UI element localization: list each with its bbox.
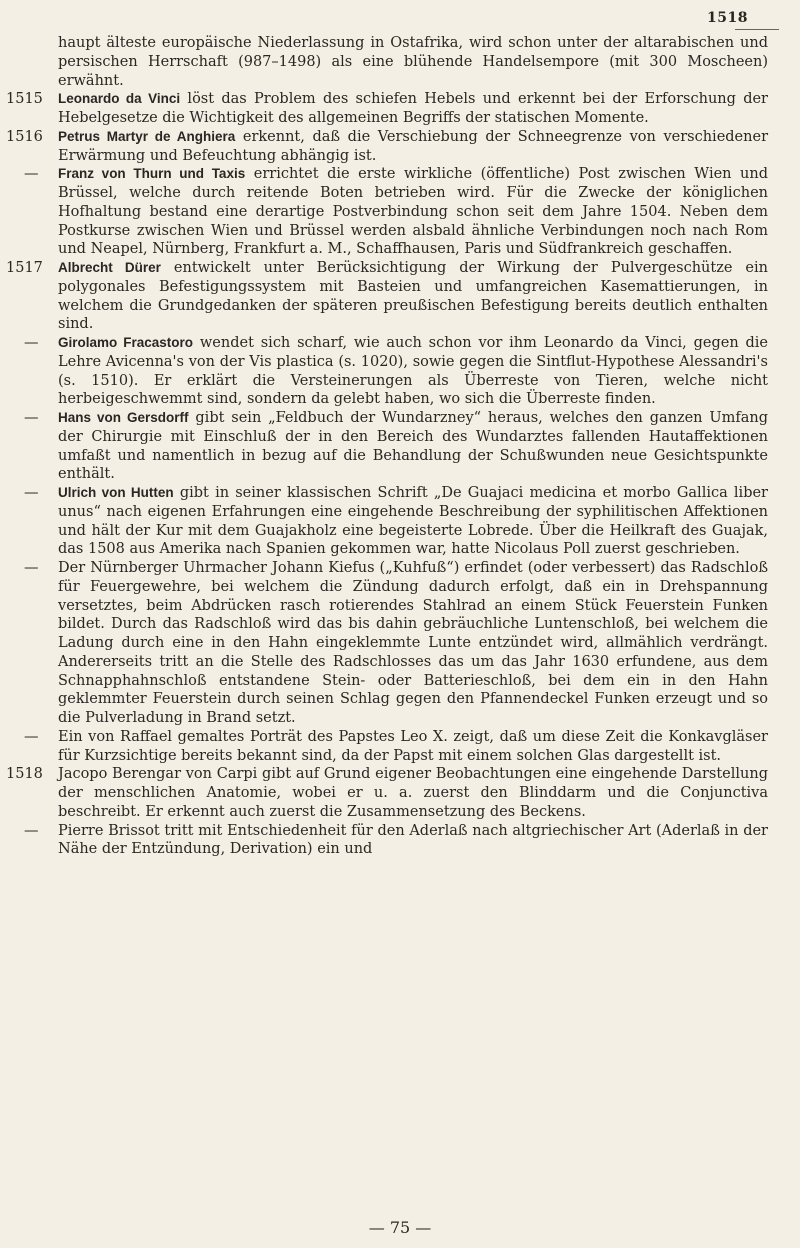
entry-body: gibt sein „Feldbuch der Wundarzney“ heraus, welches den ganzen Umfang der Chirurgie mit Einschluß der in den Bereich des Wundarztes fallenden Hautaffektionen umfaßt und namentlich in bezug auf die Behandlung der Schußwunden neue Gesichtspunkte enthält. (58, 410, 768, 483)
entry-continuation-dash: — (24, 166, 39, 183)
chronology-entry (0, 334, 800, 409)
chronology-entry (0, 259, 800, 334)
chronology-entry (0, 559, 800, 728)
person-name: Girolamo Fracastoro (58, 335, 194, 350)
chronology-entry (0, 90, 800, 128)
entry-body: Jacopo Berengar von Carpi gibt auf Grund eigener Beobachtungen eine eingehende Darstellung der menschlichen Anatomie, wobei er u. a. zuerst den Blinddarm und die Conjunctiva beschreibt. Er erkennt auch zuerst die Zusammensetzung des Beckens. (58, 766, 768, 820)
entry-text (58, 128, 768, 166)
person-name: Petrus Martyr de Anghiera (58, 128, 236, 144)
running-head-year: 1518 (707, 10, 748, 26)
entry-body: haupt älteste europäische Niederlassung in Ostafrika, wird schon unter der altarabischen und persischen Herrschaft (987–1498) als eine blühende Handelsempore (mit 300 Moscheen) erwähnt. (58, 35, 768, 89)
entry-text (58, 34, 768, 90)
person-name: Leonardo da Vinci (58, 91, 181, 107)
entry-text (58, 259, 768, 334)
entry-continuation-dash: — (24, 410, 39, 426)
entry-continuation-dash: — (24, 485, 39, 501)
chronology-entry (0, 34, 800, 90)
chronology-entry (0, 128, 800, 166)
page-number: — 75 — (368, 1218, 432, 1237)
entry-continuation-dash: — (24, 335, 39, 351)
entry-body: gibt in seiner klassischen Schrift „De Guajaci medicina et morbo Gallica liber unus“ nach eigenen Erfahrungen eine eingehende Beschreibung der syphilitischen Affektionen und hält der Kur mit dem Guajakholz eine begeisterte Lobrede. Über die Heilkraft des Guajak, das 1508 aus Amerika nach Spanien gekommen war, hatte Nicolaus Poll zuerst geschrieben. (58, 485, 768, 558)
header-rule (735, 29, 779, 30)
entry-text (58, 559, 768, 728)
entry-text (58, 90, 768, 128)
entry-body: erkennt, daß die Verschiebung der Schneegrenze von verschiedener Erwärmung und Befeuchtung abhängig ist. (58, 128, 768, 164)
chronology-entry (0, 484, 800, 559)
entry-text (58, 165, 768, 259)
entry-body: errichtet die erste wirkliche (öffentliche) Post zwischen Wien und Brüssel, welche durch reitende Boten betrieben wird. Für die Zwecke der königlichen Hofhaltung bestand eine derartige Postverbindung schon seit dem Jahre 1504. Neben dem Postkurse zwischen Wien und Brüssel werden alsbald ähnliche Verbindungen noch nach Rom und Neapel, Nürnberg, Frankfurt a. M., Schaffhausen, Paris und Südfrankreich geschaffen. (58, 166, 768, 258)
person-name: Franz von Thurn und Taxis (58, 166, 246, 182)
entry-text (58, 822, 768, 860)
chronology-entry (0, 728, 800, 766)
person-name: Hans von Gersdorff (58, 410, 189, 425)
person-name: Albrecht Dürer (58, 260, 161, 275)
entry-body: Der Nürnberger Uhrmacher Johann Kiefus („Kuhfuß“) erfindet (oder verbessert) das Radschloß für Feuergewehre, bei welchem die Zündung dadurch erfolgt, daß ein in Drehspannung versetztes, beim Abdrücken rasch rotierendes Stahlrad an einem Stück Feuerstein Funken bildet. Durch das Radschloß wird das bis dahin gebräuchliche Luntenschloß, bei welchem die Ladung durch eine in den Hahn eingeklemmte Lunte entzündet wird, allmählich verdrängt. Andererseits tritt an die Stelle des Radschlosses das um das Jahr 1630 erfundene, aus dem Schnapphahnschloß entstandene Stein- oder Batterieschloß, bei dem ein in den Hahn geklemmter Feuerstein durch seinen Schlag gegen den Pfannendeckel Funken erzeugt und so die Pulverladung in Brand setzt. (58, 560, 768, 726)
entry-text (58, 409, 768, 484)
chronology-entry (0, 165, 800, 259)
entry-year: 1516 (6, 128, 43, 145)
chronology-entry (0, 409, 800, 484)
chronology-entry (0, 822, 800, 860)
entry-continuation-dash: — (24, 728, 39, 745)
entry-year: 1515 (6, 91, 43, 108)
chronology-entry (0, 765, 800, 821)
entry-body: Pierre Brissot tritt mit Entschiedenheit für den Aderlaß nach altgriechischer Art (Aderlaß in der Nähe der Entzündung, Derivation) ein und (58, 822, 768, 858)
entry-text (58, 484, 768, 559)
person-name: Ulrich von Hutten (58, 485, 174, 500)
entry-body: Ein von Raffael gemaltes Porträt des Papstes Leo X. zeigt, daß um diese Zeit die Konkavgläser für Kurzsichtige bereits bekannt sind, da der Papst mit einem solchen Glas dargestellt ist. (58, 728, 768, 764)
entry-body: entwickelt unter Berücksichtigung der Wirkung der Pulvergeschütze ein polygonales Befestigungssystem mit Basteien und umfangreichen Kasemattierungen, in welchem die Grundgedanken der späteren preußischen Befestigung bereits deutlich enthalten sind. (58, 260, 768, 333)
entry-text (58, 728, 768, 766)
entry-text (58, 334, 768, 409)
entry-continuation-dash: — (24, 560, 39, 576)
entry-text (58, 765, 768, 821)
entry-body: wendet sich scharf, wie auch schon vor ihm Leonardo da Vinci, gegen die Lehre Avicenna's von der Vis plastica (s. 1020), sowie gegen die Sintflut-Hypothese Alessandri's (s. 1510). Er erklärt die Versteinerungen als Überreste von Tieren, welche nicht herbeigeschwemmt sind, sondern da gelebt haben, wo sich die Überreste finden. (58, 335, 769, 408)
entry-continuation-dash: — (24, 822, 39, 839)
entry-year: 1517 (6, 260, 43, 276)
entry-year: 1518 (6, 766, 43, 783)
entry-body: löst das Problem des schiefen Hebels und erkennt bei der Erforschung der Hebelgesetze die Wichtigkeit des allgemeinen Begriffs der statischen Momente. (58, 91, 768, 126)
chronology-entries (0, 34, 800, 859)
